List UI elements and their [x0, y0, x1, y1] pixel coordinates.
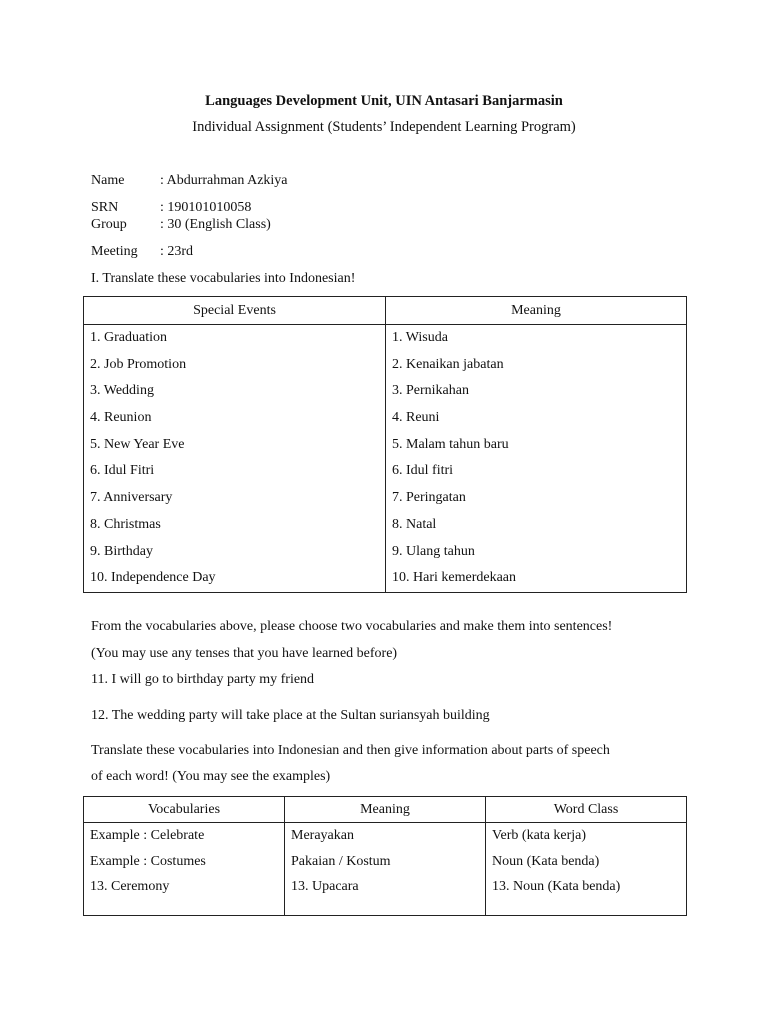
event-cell: 10. Independence Day: [90, 570, 216, 586]
word-class-table: [83, 796, 687, 916]
meaning-cell: 4. Reuni: [392, 410, 440, 426]
word-class-item: 13. Noun (Kata benda): [492, 879, 621, 894]
event-cell: 4. Reunion: [90, 410, 152, 426]
event-cell: 1. Graduation: [90, 330, 167, 345]
document-subtitle: Individual Assignment (Students’ Independent Learning Program): [192, 119, 576, 135]
meaning-cell: 3. Pernikahan: [392, 383, 469, 399]
sentence-answer-11: 11. I will go to birthday party my friend: [91, 672, 315, 687]
word-class-item: Verb (kata kerja): [492, 828, 587, 843]
srn-label: SRN: [91, 200, 119, 215]
section2-instruction-line2: (You may use any tenses that you have learned before): [91, 646, 398, 661]
meaning-cell: 10. Hari kemerdekaan: [392, 570, 516, 586]
event-cell: 2. Job Promotion: [90, 356, 187, 372]
header-word-class: Word Class: [486, 797, 687, 823]
event-cell: 5. New Year Eve: [90, 436, 185, 452]
table-header-row: [84, 797, 687, 823]
table-row: [84, 405, 687, 432]
meaning-cell: 8. Natal: [392, 516, 437, 532]
header-special-events: Special Events: [84, 297, 386, 325]
meaning-item: 13. Upacara: [291, 879, 359, 894]
group-label: Group: [91, 217, 127, 232]
section3-instruction-line2: of each word! (You may see the examples): [91, 769, 331, 784]
section2-instruction-line1: From the vocabularies above, please choose two vocabularies and make them into sentences!: [91, 619, 613, 634]
meaning-cell: 1. Wisuda: [392, 330, 448, 345]
meeting-label: Meeting: [91, 244, 138, 259]
table-row: [84, 823, 687, 916]
table-row: [84, 325, 687, 352]
word-classes-cell: [486, 823, 687, 916]
special-events-table: [83, 296, 687, 593]
meaning-cell: 2. Kenaikan jabatan: [392, 356, 504, 372]
event-cell: 3. Wedding: [90, 383, 154, 399]
header-vocabularies: Vocabularies: [84, 797, 285, 823]
table-row: [84, 485, 687, 512]
table-row: [84, 352, 687, 379]
meaning-cell: 6. Idul fitri: [392, 463, 454, 479]
table-row: [84, 432, 687, 459]
meanings-cell: [285, 823, 486, 916]
name-label: Name: [91, 173, 125, 188]
word-class-item: Noun (Kata benda): [492, 853, 600, 869]
meaning-item: Merayakan: [291, 828, 354, 843]
table-row: [84, 458, 687, 485]
name-value: : Abdurrahman Azkiya: [160, 173, 288, 188]
event-cell: 9. Birthday: [90, 543, 153, 559]
vocabularies-cell: [84, 823, 285, 916]
event-cell: 8. Christmas: [90, 516, 161, 532]
event-cell: 6. Idul Fitri: [90, 463, 155, 479]
table-header-row: [84, 297, 687, 325]
vocabulary-item: Example : Costumes: [90, 853, 206, 869]
group-value: : 30 (English Class): [160, 217, 271, 232]
table-row: [84, 378, 687, 405]
sentence-answer-12: 12. The wedding party will take place at the Sultan suriansyah building: [91, 708, 490, 723]
meeting-value: : 23rd: [160, 244, 194, 259]
section1-instruction: I. Translate these vocabularies into Indonesian!: [91, 271, 356, 286]
table-row: [84, 512, 687, 539]
table-row: [84, 539, 687, 566]
table-row: [84, 565, 687, 592]
event-cell: 7. Anniversary: [90, 490, 173, 506]
section3-instruction-line1: Translate these vocabularies into Indonesian and then give information about parts of speech: [91, 743, 610, 758]
meaning-cell: 5. Malam tahun baru: [392, 436, 509, 452]
meaning-cell: 7. Peringatan: [392, 490, 466, 506]
vocabulary-item: 13. Ceremony: [90, 879, 170, 894]
header-meaning: Meaning: [285, 797, 486, 823]
meaning-item: Pakaian / Kostum: [291, 853, 391, 869]
srn-value: : 190101010058: [160, 200, 252, 215]
header-meaning: Meaning: [386, 297, 687, 325]
document-title: Languages Development Unit, UIN Antasari Banjarmasin: [205, 93, 563, 109]
vocabulary-item: Example : Celebrate: [90, 828, 205, 843]
meaning-cell: 9. Ulang tahun: [392, 543, 475, 559]
